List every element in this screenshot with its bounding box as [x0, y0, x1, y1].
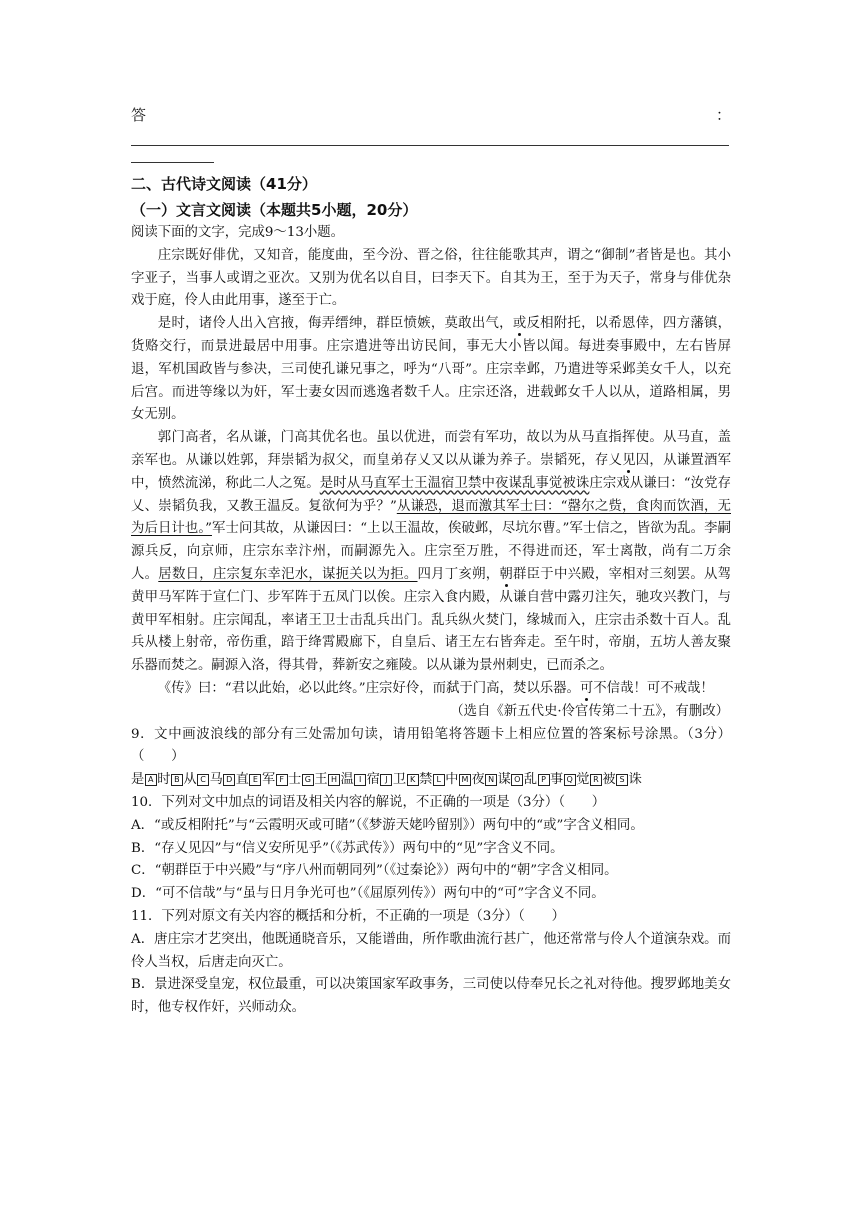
answer-box[interactable]: H [328, 774, 340, 786]
answer-box[interactable]: P [538, 774, 550, 786]
answer-box[interactable]: F [276, 774, 288, 786]
answer-box[interactable]: G [302, 774, 314, 786]
option-character: 中 [445, 772, 459, 788]
question-11-option-a: A．唐庄宗才艺突出，他既通晓音乐，又能谱曲，所作歌曲流行甚广，他还常常与伶人个道演杂戏。而伶人当权，后唐走向灭亡。 [131, 931, 731, 970]
answer-box[interactable]: K [407, 774, 419, 786]
question-11-stem: 11．下列对原文有关内容的概括和分析，不正确的一项是（3分）（ ） [131, 908, 565, 924]
answer-rule [131, 145, 729, 146]
option-character: 时 [157, 772, 171, 788]
answer-box[interactable]: S [616, 774, 628, 786]
option-character: 夜 [471, 772, 485, 788]
answer-box[interactable]: J [380, 774, 392, 786]
answer-box[interactable]: R [590, 774, 602, 786]
answer-box[interactable]: O [511, 774, 523, 786]
passage-paragraph-4 [131, 678, 731, 701]
text-segment: 是时，诸伶人出入宫掖，侮弄缙绅，群臣愤嫉，莫敢出气， [157, 316, 513, 332]
text-segment: 《传》曰：“君以此始，必以此终。”庄宗好伶，而弑于门高，焚以乐器。 [157, 680, 580, 696]
option-character: 禁 [419, 772, 433, 788]
question-10-stem: 10．下列对文中加点的词语及相关内容的解说，不正确的一项是（3分）（ ） [131, 794, 606, 810]
answer-rule-short [131, 162, 214, 163]
wavy-underlined-text: 是时从马直军士王温宿卫禁中夜谋乱事觉被诛 [319, 475, 590, 491]
question-9-options [131, 769, 731, 792]
section-title: 二、古代诗文阅读（41分） [131, 175, 317, 193]
answer-box[interactable]: B [171, 774, 183, 786]
dotted-character: 或 [512, 316, 527, 332]
answer-colon: ： [715, 106, 731, 124]
option-character: 士 [288, 772, 302, 788]
option-character: 军 [261, 772, 276, 788]
underlined-sentence: 从谦恐，退而激其军士曰：“罄尔之赀，食肉而饮酒，无为后日计也。” [131, 498, 731, 537]
question-10-option-b: B．“存乂见囚”与“信义安所见乎”（《苏武传》）两句中的“见”字含义不同。 [131, 840, 564, 856]
passage-paragraph-1: 庄宗既好俳优，又知音，能度曲，至今汾、晋之俗，往往能歌其声，谓之“御制”者皆是也。其小字亚子，当事人或谓之亚次。又别为优名以自目，曰李天下。自其为王，至于为天子，常身与俳优杂戏于庭，伶人由此用事，遂至于亡。 [131, 247, 731, 309]
answer-label: 答 [131, 106, 147, 124]
option-character: 温 [340, 772, 354, 788]
instruction: 阅读下面的文字，完成9～13小题。 [131, 225, 345, 240]
underlined-sentence: 居数日，庄宗复东幸汜水，谋扼关以为拒。 [158, 566, 418, 582]
option-character: 乱 [523, 772, 537, 788]
passage-paragraph-3 [131, 427, 731, 678]
option-character: 马 [209, 772, 223, 788]
question-10-option-d: D．“可不信哉”与“虽与日月争光可也”（《屈原列传》）两句中的“可”字含义不同。 [131, 886, 605, 902]
question-11-option-b: B．景进深受皇宠，权位最重，可以决策国家军政事务，三司使以侍奉兄长之礼对待他。搜罗邺地美女时，他专权作奸，兴师动众。 [131, 977, 731, 1016]
answer-box[interactable]: M [459, 774, 471, 786]
main-content [131, 170, 731, 1020]
answer-box[interactable]: N [485, 774, 497, 786]
option-character: 直 [235, 772, 249, 788]
passage-paragraph-2 [131, 313, 731, 427]
dotted-character: 朝 [499, 566, 514, 582]
answer-box[interactable]: I [354, 774, 366, 786]
text-segment: 军士问其故，从谦因曰：“上以王温故，俟破邺，尽坑尔曹。”军士信之，皆欲为乱。李嗣源兵反，向京师，庄宗东幸汴州，而嗣源先入。庄宗至万胜，不得进而还，军士离散，尚有二万余人。 [131, 521, 731, 582]
option-character: 觉 [576, 772, 590, 788]
text-segment: 郭门高者，名从谦，门高其优名也。虽以优进，而尝有军功，故以为从马直指挥使。从马直，盖亲军也。从谦以姓郭，拜崇韬为叔父，而皇弟存乂又以从谦为养子。崇韬死，存乂 [131, 430, 731, 468]
option-character: 诛 [628, 772, 642, 788]
answer-box[interactable]: E [249, 774, 261, 786]
text-segment: 四月丁亥朔， [417, 566, 500, 582]
answer-line [131, 104, 731, 128]
option-character: 谋 [497, 772, 511, 788]
answer-box[interactable]: D [223, 774, 235, 786]
passage-source: （选自《新五代史·伶官传第二十五》，有删改） [450, 703, 729, 719]
option-character: 王 [314, 772, 328, 788]
text-segment: 囚，从谦置酒军中，愤然流涕，称此二人之冤。 [131, 452, 732, 491]
answer-box[interactable]: C [197, 774, 209, 786]
text-segment: 群臣于中兴殿，宰相对三刻罢。从驾黄甲马军阵于宣仁门、步军阵于五凤门以俟。庄宗入食内殿，从谦自营中露刃注矢，驰攻兴教门，与黄甲军相射。庄宗闻乱，率诸王卫士击乱兵出门。乱兵纵火焚门，缘城而入，庄宗击杀数十百人。乱兵从楼上射帝，帝伤重，踣于绛霄殿廊下，自皇后、诸王左右皆奔走。至午时，帝崩，五坊人善友聚乐器而焚之。嗣源入洛，得其骨，葬新安之雍陵。以从谦为景州刺史，已而杀之。 [131, 566, 732, 674]
option-character: 卫 [392, 772, 407, 788]
punctuation-options [131, 772, 642, 787]
dotted-character: 可 [579, 680, 594, 696]
answer-box[interactable]: L [433, 774, 445, 786]
answer-box[interactable]: Q [564, 774, 576, 786]
question-10-option-c: C．“朝群臣于中兴殿”与“序八州而朝同列”（《过秦论》）两句中的“朝”字含义相同。 [131, 863, 618, 879]
option-character: 从 [183, 772, 197, 788]
option-character: 事 [550, 772, 564, 788]
text-segment: 庄宗戏从谦曰：“汝党存乂、崇韬负我，又教王温反。复欲何为乎？” [131, 475, 731, 514]
option-character: 是 [131, 772, 145, 788]
section-subtitle: （一）文言文阅读（本题共5小题，20分） [131, 201, 418, 219]
question-9-stem: 9．文中画波浪线的部分有三处需加句读，请用铅笔将答题卡上相应位置的答案标号涂黑。（3分）（ ） [131, 726, 731, 765]
dotted-character: 见 [622, 452, 636, 468]
question-10-option-a: A．“或反相附托”与“云霞明灭或可睹”（《梦游天姥吟留别》）两句中的“或”字含义相同。 [131, 817, 644, 833]
answer-box[interactable]: A [145, 774, 157, 786]
text-segment: 反相附托，以希恩倖，四方藩镇，货赂交行，而景进最居中用事。庄宗遣进等出访民间，事无大小皆以闻。每进奏事殿中，左右皆屏退，军机国政皆与参决，三司使孔谦兄事之，呼为“八哥”。庄宗幸邺，乃遣进等采邺美女千人，以充后宫。而进等缘以为奸，军士妻女因而逃逸者数千人。庄宗还洛，进载邺女千人以从，道路相属，男女无别。 [131, 316, 732, 423]
option-character: 被 [602, 772, 616, 788]
text-segment: 不信哉！可不戒哉！ [593, 680, 714, 696]
option-character: 宿 [366, 772, 380, 788]
